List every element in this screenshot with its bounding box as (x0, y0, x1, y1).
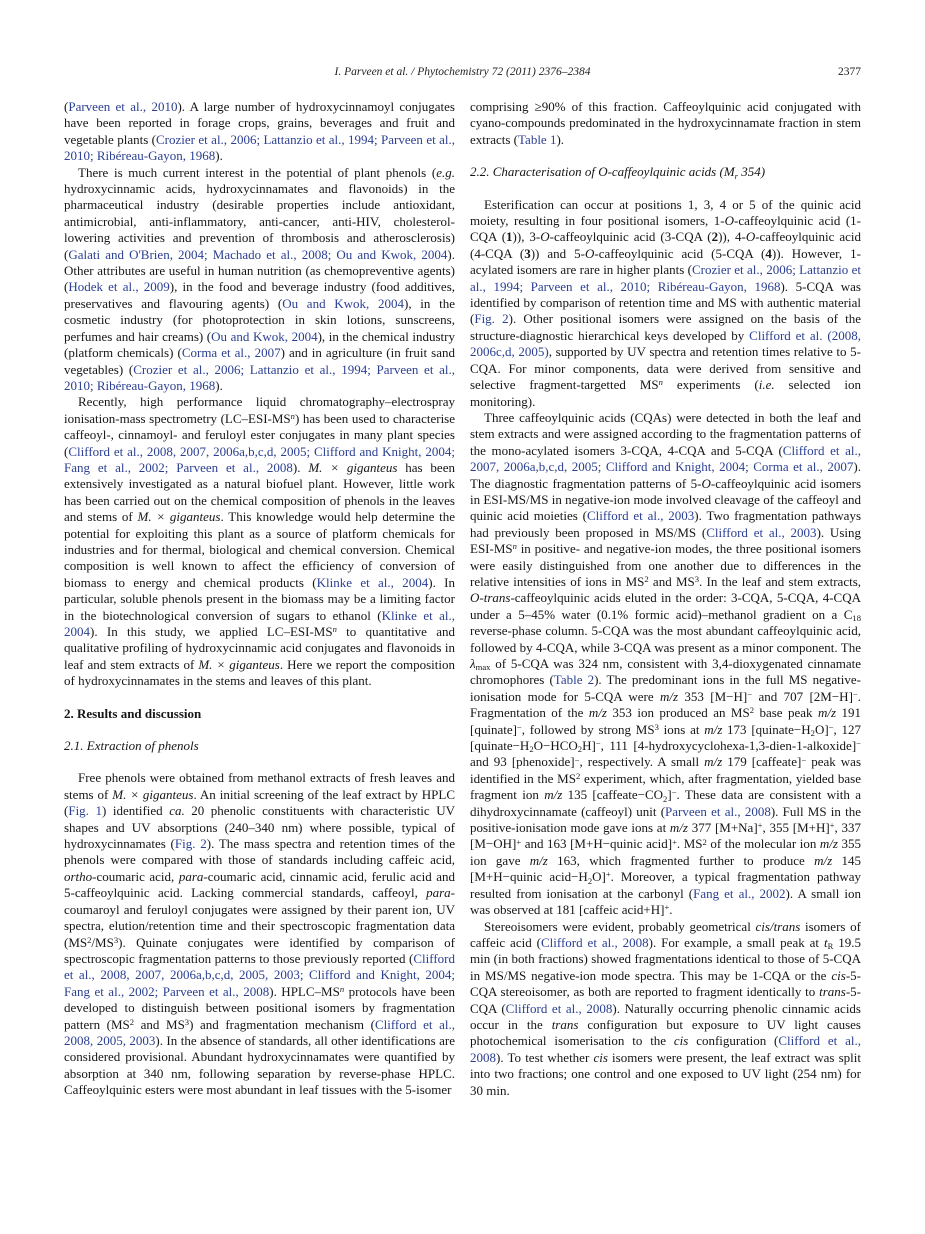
styled-text: 2 (711, 229, 719, 245)
styled-text: 2 (810, 728, 815, 739)
styled-text: 2 (644, 574, 649, 585)
styled-text: λ (470, 656, 476, 671)
paragraph: comprising ≥90% of this fraction. Caffeoylquinic acid conjugated with cyano-compounds predominated in the hydroxycinnamate fraction in stem extracts (Table 1). (470, 99, 861, 147)
citation-link[interactable]: Fang et al., 2002 (693, 885, 786, 901)
citation-link[interactable]: Parveen et al., 2010 (68, 99, 178, 114)
right-column (470, 99, 861, 1099)
styled-text: 2 (587, 875, 593, 886)
styled-text: cis (593, 1049, 608, 1065)
styled-text: − (856, 738, 861, 749)
styled-text: m/z (704, 721, 723, 737)
styled-text: t (823, 934, 828, 950)
cross-reference-link[interactable]: Table 1 (518, 131, 557, 147)
styled-text: 3 (184, 1016, 190, 1027)
styled-text: m/z (588, 705, 607, 721)
styled-text: m/z (544, 787, 563, 803)
styled-text: R (827, 941, 834, 952)
styled-text: + (664, 902, 670, 913)
styled-text: 3 (113, 934, 119, 945)
citation-link[interactable]: Clifford et al., 2008 (470, 1033, 861, 1065)
styled-text: m/z (814, 852, 833, 868)
styled-text: cis/trans (755, 918, 801, 934)
citation-link[interactable]: Clifford et al., 2008, 2007, 2006a,b,c,d, 2005, 2003; Clifford and Knight, 2004; Fang et al., 2002; Parveen et al., 2008 (64, 950, 455, 999)
paragraph: Free phenols were obtained from methanol extracts of fresh leaves and stems of M. × giganteus. An initial screening of the leaf extract by HPLC (Fig. 1) identified ca. 20 phenolic constituents with characteristic UV shapes and UV absorptions (240–340 nm) where possible, typical of hydroxycinnamates (Fig. 2). The mass spectra and retention times of the phenols were compared with those of standards including caffeic acid, ortho-coumaric acid, para-coumaric acid, cinnamic acid, ferulic acid and 5-caffeoylquinic acid. Lacking commercial standards, caffeoyl, para-coumaroyl and feruloyl conjugates were assigned by their parent ion, UV spectra, elution/retention time and their spectroscopic fragmentation data $(MS^2/MS^3)$. Quinate conjugates were identified by comparison of spectroscopic fragmentation patterns to those previously reported (Clifford et al., 2008, 2007, 2006a,b,c,d, 2005, 2003; Clifford and Knight, 2004; Fang et al., 2002; Parveen et al., 2008). HPLC–$MS^n$ protocols have been developed to distinguish between positional isomers by fragmentation pattern ($MS^2$ and $MS^3$) and fragmentation mechanism (Clifford et al., 2008, 2005, 2003). In the absence of standards, all other identifications are considered provisional. Abundant hydroxycinnamates were quantified by absorption at 340 nm, following separation by reverse-phase HPLC. Caffeoylquinic esters were most abundant in leaf tissues with the 5-isomer (64, 770, 456, 1098)
styled-text: 2 (749, 705, 755, 716)
styled-text: trans (551, 1016, 579, 1032)
styled-text: − (671, 787, 677, 798)
styled-text: para (426, 885, 451, 901)
paragraph: Esterification can occur at positions 1, 3, 4 or 5 of the quinic acid moiety, resulting in four positional isomers, 1-O-caffeoylquinic acid (1-CQA (1)), 3-O-caffeoylquinic acid (3-CQA (2)), 4-O-caffeoylquinic acid (4-CQA (3)) and 5-O-caffeoylquinic acid (5-CQA (4)). However, 1-acylated isomers are rare in higher plants (Crozier et al., 2006; Lattanzio et al., 1994; Parveen et al., 2010; Ribéreau-Gayon, 1968). 5-CQA was identified by comparison of retention time and MS with authentic material (Fig. 2). Other positional isomers were assigned on the basis of the structure-diagnostic hierarchical keys developed by Clifford et al. (2008, 2006c,d, 2005), supported by UV spectra and retention times relative to 5-CQA. For minor components, data were derived from sensitive and selective fragment-targetted $MS^n$ experiments (i.e. selected ion monitoring). (470, 196, 862, 409)
running-title: I. Parveen et al. / Phytochemistry 72 (2011) 2376–2384 (334, 66, 591, 78)
citation-link[interactable]: Crozier et al., 2006; Lattanzio et al., 1994; Parveen et al., 2010; Ribéreau-Gayon, 1968 (64, 131, 456, 164)
styled-text: O (701, 475, 711, 491)
styled-text: − (574, 754, 580, 765)
styled-text: − (595, 738, 601, 749)
article-body (64, 99, 861, 1099)
subsection-heading: 2.1. Extraction of phenols (64, 738, 199, 754)
styled-text: n (512, 541, 517, 552)
citation-link[interactable]: Crozier et al., 2006; Lattanzio et al., 1994; Parveen et al., 2010; Ribéreau-Gayon, 1968 (64, 361, 456, 393)
styled-text: m/z (819, 836, 838, 852)
styled-text: m/z (818, 705, 837, 721)
styled-text: m/z (669, 820, 688, 836)
styled-text: m/z (704, 754, 723, 770)
styled-text: + (672, 836, 677, 847)
styled-text: ortho (64, 868, 93, 884)
styled-text: 2 (575, 770, 581, 781)
styled-text: O-trans (470, 590, 511, 606)
paragraph: (Parveen et al., 2010). A large number of hydroxycinnamoyl conjugates have been reported in forage crops, grains, beverages and fruit and vegetable plants (Crozier et al., 2006; Lattanzio et al., 1994; Parveen et al., 2010; Ribéreau-Gayon, 1968). (64, 99, 456, 164)
styled-text: n (658, 377, 663, 388)
paragraph: There is much current interest in the potential of plant phenols (e.g. hydroxycinnamic acids, hydroxycinnamates and flavonoids) in the pharmaceutical industry (desirable properties include antioxidant, antimicrobial, anti-inflammatory, anti-cancer, anti-HIV, cholesterol-lowering activities and prevention of thrombosis and atherosclerosis) (Galati and O'Brien, 2004; Machado et al., 2008; Ou and Kwok, 2004). Other attributes are useful in human nutrition (as chemopreventive agents) (Hodek et al., 2009), in the food and beverage industry (food additives, preservatives and flavouring agents) (Ou and Kwok, 2004), in the cosmetic industry (for photoprotection in skin lotions, sunscreens, perfumes and hair creams) (Ou and Kwok, 2004), in the chemical industry (platform chemicals) (Corma et al., 2007) and in agriculture (in fruit sand vegetables) (Crozier et al., 2006; Lattanzio et al., 1994; Parveen et al., 2010; Ribéreau-Gayon, 1968). (64, 164, 456, 393)
citation-link[interactable]: Hodek et al., 2009 (68, 279, 170, 295)
cross-reference-link[interactable]: Fig. 2 (474, 311, 509, 327)
citation-link[interactable]: Klinke et al., 2004 (316, 574, 429, 590)
styled-text: 2 (663, 793, 668, 804)
citation-link[interactable]: Crozier et al., 2006; Lattanzio et al., 1994; Parveen et al., 2010; Ribéreau-Gayon, 1968 (470, 262, 861, 294)
paragraph: Three caffeoylquinic acids (CQAs) were detected in both the leaf and stem extracts and were assigned according to the fragmentation patterns of the mono-acylated isomers 3-CQA, 4-CQA and 5-CQA (Clifford et al., 2007, 2006a,b,c,d, 2005; Clifford and Knight, 2004; Corma et al., 2007). The diagnostic fragmentation patterns of 5-O-caffeoylquinic acid isomers in ESI-MS/MS in negative-ion mode involved cleavage of the caffeoyl and quinic acid moieties (Clifford et al., 2003). Two fragmentation pathways had previously been proposed in MS/MS (Clifford et al., 2003). Using ESI-$MS^n$ in positive- and negative-ion modes, the three positional isomers were easily distinguished from one another due to differences in the relative intensities of ions in $MS^2$ and $MS^3$. In the leaf and stem extracts, O-trans-caffeoylquinic acids eluted in the order: 3-CQA, 5-CQA, 4-CQA under a 5–45% water (0.1% formic acid)–methanol gradient on a C18 reverse-phase column. 5-CQA was the most abundant caffeoylquinic acid, followed by 4-CQA, while 3-CQA was present as a minor component. The λmax of 5-CQA was 324 nm, consistent with 3,4-dioxygenated cinnamate chromophores (Table 2). The predominant ions in the full MS negative-ionisation mode for 5-CQA were m/z 353 [M−H]− and 707 [2M−H]−. Fragmentation of the m/z 353 ion produced an $MS^2$ base peak m/z 191 [quinate]−, followed by strong $MS^3$ ions at m/z 173 [quinate−H2O]−, 127 [quinate−H2O−HCO2H]−, 111 [4-hydroxycyclohexa-1,3-dien-1-alkoxide]− and 93 [phenoxide]−, respectively. A small m/z 179 [caffeate]− peak was identified in the $MS^2$ experiment, which, after fragmentation, yielded base fragment ion m/z 135 [caffeate−CO2]−. These data are consistent with a dihydroxycinnamate (caffeoyl) unit (Parveen et al., 2008). Full MS in the positive-ionisation mode gave ions at m/z 377 [M+Na]+, 355 [M+H]+, 337 [M−OH]+ and 163 [M+H−quinic acid]+. $MS^2$ of the molecular ion m/z 355 ion gave m/z 163, which fragmented further to produce m/z 145 [M+H−quinic acid−H2O]+. Moreover, a typical fragmentation pathway resulted from ionisation at the carbonyl (Fang et al., 2002). A small ion was observed at 181 [caffeic acid+H]+. (470, 409, 862, 918)
styled-text: − (747, 688, 753, 699)
citation-link[interactable]: Corma et al., 2007 (181, 345, 281, 361)
styled-text: m/z (529, 852, 548, 868)
styled-text: − (852, 688, 858, 699)
styled-text: + (757, 820, 763, 831)
citation-link[interactable]: Ou and Kwok, 2004 (282, 295, 405, 311)
styled-text: max (475, 662, 491, 673)
styled-text: − (828, 721, 834, 732)
styled-text: m/z (659, 688, 679, 704)
styled-text: O (584, 245, 595, 261)
styled-text: 3 (524, 245, 531, 261)
citation-link[interactable]: Parveen et al., 2008 (665, 803, 771, 819)
styled-text: 2 (702, 836, 707, 847)
styled-text: r (734, 170, 738, 181)
paragraph: Stereoisomers were evident, probably geometrical cis/trans isomers of caffeic acid (Clifford et al., 2008). For example, a small peak at tR 19.5 min (in both fractions) showed fragmentations identical to those of 5-CQA in MS/MS negative-ion mode spectra. This may be 1-CQA or the cis-5-CQA stereoisomer, as both are reported to fragment identically to trans-5-CQA (Clifford et al., 2008). Naturally occurring phenolic cinnamic acids occur in the trans configuration but exposure to UV light causes photochemical isomerisation to the cis configuration (Clifford et al., 2008). To test whether cis isomers were present, the leaf extract was split into two fractions; one control and one exposed to UV light (254 nm) for 30 min. (470, 918, 862, 1098)
styled-text: M. × giganteus (198, 656, 280, 672)
styled-text: O (540, 229, 550, 245)
citation-link[interactable]: Clifford et al., 2003 (586, 508, 695, 524)
citation-link[interactable]: Klinke et al., 2004 (64, 607, 455, 639)
styled-text: cis (831, 967, 846, 983)
section-heading: 2. Results and discussion (64, 705, 202, 721)
styled-text: 3 (694, 574, 700, 585)
styled-text: 3 (654, 721, 659, 732)
styled-text: n (290, 410, 295, 421)
styled-text: e.g. (436, 164, 455, 180)
styled-text: + (829, 820, 835, 831)
styled-text: O (724, 213, 734, 229)
citation-link[interactable]: Clifford et al., 2008 (540, 934, 649, 950)
paragraph: Recently, high performance liquid chromatography–electrospray ionisation-mass spectrometry $(LC-ESI-MS^n)$ has been used to characterise caffeoyl-, cinnamoyl- and feruloyl ester conjugates in many plant species (Clifford et al., 2008, 2007, 2006a,b,c,d, 2005; Clifford and Knight, 2004; Fang et al., 2002; Parveen et al., 2008). M. × giganteus has been extensively investigated as a natural biofuel plant. However, little work has been carried out on the chemical composition of phenols in the leaves and stems of M. × giganteus. This knowledge would help determine the potential for exploiting this plant as a source of platform chemicals for industries and for thermal, biological and chemical conversion. Chemical composition is well known to affect the efficiency of conversion of biomass to energy and chemical products (Klinke et al., 2004). In particular, soluble phenols present in the biomass may be a limiting factor in the biotechnological conversion of sugars to ethanol (Klinke et al., 2004). In this study, we applied $LC-ESI-MS^n$ to quantitative and qualitative profiling of hydroxycinnamic acid conjugates and flavonoids in leaf and stem extracts of M. × giganteus. Here we report the composition of hydroxycinnamates in the stems and leaves of this plant. (64, 394, 456, 689)
styled-text: cis (673, 1033, 689, 1049)
styled-text: − (516, 721, 522, 732)
styled-text: 1 (506, 229, 513, 245)
styled-text: 4 (765, 245, 772, 261)
styled-text: trans (819, 984, 846, 1000)
styled-text: i.e. (758, 377, 775, 393)
styled-text: M. × giganteus (308, 459, 398, 475)
citation-link[interactable]: Ou and Kwok, 2004 (211, 328, 318, 344)
styled-text: 2 (129, 1016, 135, 1027)
running-head (64, 66, 861, 82)
styled-text: − (801, 754, 807, 765)
styled-text: M. × giganteus (112, 786, 194, 802)
citation-link[interactable]: Galati and O'Brien, 2004; Machado et al., 2008; Ou and Kwok, 2004 (68, 246, 448, 262)
citation-link[interactable]: Clifford et al. (2008, 2006c,d, 2005) (470, 327, 861, 360)
left-column (64, 99, 455, 1099)
styled-text: M. × giganteus (137, 509, 221, 525)
styled-text: + (605, 869, 611, 880)
styled-text: para (178, 868, 204, 884)
citation-link[interactable]: Clifford et al., 2007, 2006a,b,c,d, 2005; Clifford and Knight, 2004; Corma et al., 2007 (470, 442, 861, 475)
citation-link[interactable]: Clifford et al., 2008, 2005, 2003 (64, 1016, 455, 1048)
styled-text: 18 (852, 613, 861, 624)
citation-link[interactable]: Clifford et al., 2003 (706, 524, 817, 540)
cross-reference-link[interactable]: Table 2 (553, 672, 595, 688)
styled-text: 2 (577, 744, 583, 755)
styled-text: ca. (169, 803, 185, 819)
styled-text: 2 (87, 934, 92, 945)
styled-text: O (745, 229, 756, 245)
citation-link[interactable]: Clifford et al., 2008 (505, 1000, 613, 1016)
styled-text: 2 (529, 744, 534, 755)
subsection-heading: 2.2. Characterisation of O-caffeoylquinic acids (Mr 354) (470, 164, 766, 181)
cross-reference-link[interactable]: Fig. 2 (174, 836, 207, 852)
cross-reference-link[interactable]: Fig. 1 (68, 803, 102, 819)
page-number: 2377 (838, 66, 861, 78)
styled-text: n (339, 983, 345, 994)
styled-text: + (516, 836, 522, 847)
styled-text: n (332, 624, 337, 635)
citation-link[interactable]: Clifford et al., 2008, 2007, 2006a,b,c,d, 2005; Clifford and Knight, 2004; Fang et al., 2002; Parveen et al., 2008 (64, 443, 455, 475)
